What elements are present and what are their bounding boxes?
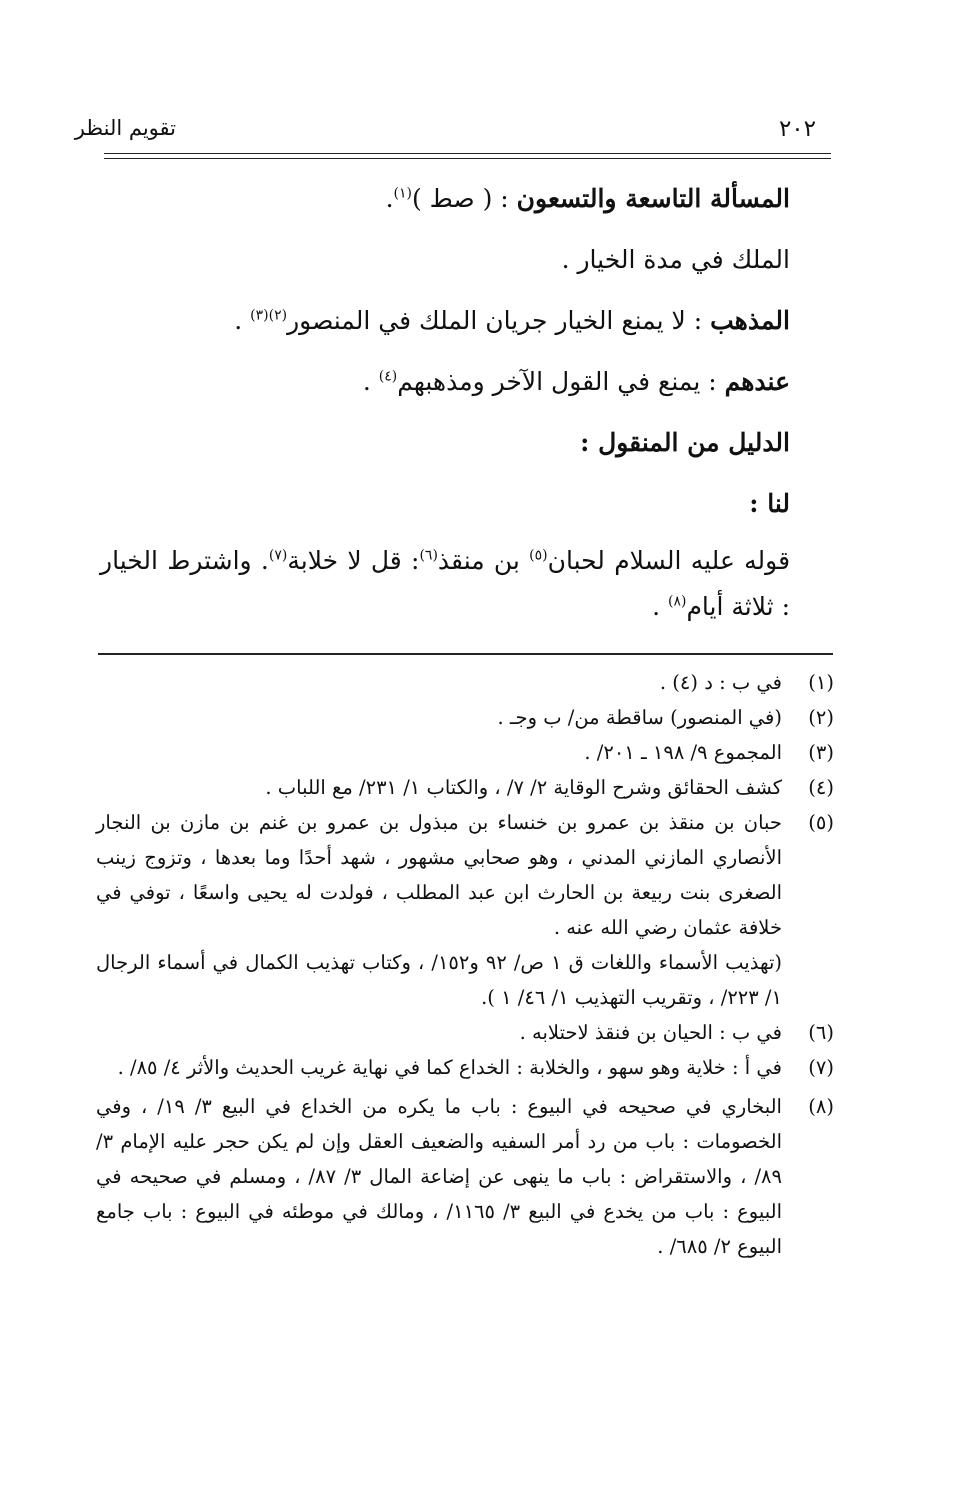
hadith-paragraph [100,538,790,630]
lana-heading-text: لنا : [749,489,790,518]
hadith-text: . واشترط الخيار : ثلاثة أيام [100,546,790,621]
footnotes [96,665,834,1264]
hadith-text: بن منقذ [437,546,530,575]
topic-line: الملك في مدة الخيار . [561,245,790,274]
hadith-text: . [652,592,661,621]
madhhab-text: : لا يمنع الخيار جريان الملك في المنصور [287,306,703,335]
footnote-ref: (٥) [529,547,548,564]
footnote [96,805,834,1015]
main-text [100,168,790,630]
issue-code: : ( صط ) [411,184,509,213]
footnote [96,735,834,770]
footnote-number: (٢) [808,706,834,729]
footnote-ref: (٢)(٣) [250,307,288,324]
issue-end: . [385,184,394,213]
footnote-number: (٧) [808,1056,834,1079]
hadith-text: : قل لا خلابة [287,546,420,575]
page-number: ٢٠٢ [778,116,816,142]
indahum-text: : يمنع في القول الآخر ومذهبهم [397,367,717,396]
footnote-text: كشف الحقائق وشرح الوقاية ٢/ ٧/ ، والكتاب ١/ ٢٣١/ مع اللباب . [265,776,782,799]
footnote-separator [98,653,833,655]
footnote [96,1089,834,1264]
footnote-number: (٦) [808,1021,834,1044]
footnote-text: في ب : د (٤) . [659,671,782,694]
header-rule-top [104,153,831,154]
footnote-text: (في المنصور) ساقطة من/ ب وجـ . [497,706,782,729]
evidence-heading [100,412,790,473]
indahum-label: عندهم [724,367,790,396]
footnote-number: (٥) [808,811,834,834]
footnote-ref: (٦) [419,547,438,564]
footnote [96,1015,834,1050]
footnote-text: في أ : خلاية وهو سهو ، والخلابة : الخداع كما في نهاية غريب الحديث والأثر ٤/ ٨٥/ . [117,1056,782,1079]
footnote-number: (٣) [808,741,834,764]
indahum-end: . [362,367,371,396]
footnote [96,1050,834,1085]
madhhab-line [100,290,790,351]
running-head-title: تقويم النظر [74,116,176,140]
footnote-ref: (٤) [378,368,398,385]
footnote-ref: (١) [393,185,412,202]
hadith-text: قوله عليه السلام لحبان [547,546,791,575]
issue-title [100,168,790,229]
indahum-line [100,351,790,412]
footnote-text: في ب : الحيان بن فنقذ لاحتلابه . [519,1021,782,1044]
footnote-number: (٤) [808,776,834,799]
issue-label: المسألة التاسعة والتسعون [516,184,790,213]
lana-heading [100,473,790,534]
footnote-text: حبان بن منقذ بن عمرو بن خنساء بن مبذول بن عمرو بن غنم بن مازن بن النجار الأنصاري المازني المدني ، وهو صحابي مشهور ، شهد أحدًا وما بعدها ، وتزوج زينب الصغرى بنت ربيعة بن الحارث ابن عبد المطلب ، فولدت له يحيى واسعًا ، توفي في خلافة عثمان رضي الله عنه . [96,811,782,939]
footnote [96,665,834,700]
evidence-heading-text: الدليل من المنقول : [580,428,790,457]
footnote-sources: (تهذيب الأسماء واللغات ق ١ ص/ ٩٢ و١٥٢/ ، وكتاب تهذيب الكمال في أسماء الرجال ١/ ٢٢٣/ ، وتقريب التهذيب ١/ ٤٦/ ١ ). [96,951,782,1009]
footnote-number: (٨) [808,1095,834,1118]
footnote-ref: (٨) [667,593,687,610]
footnote-text: المجموع ٩/ ١٩٨ ـ ٢٠١/ . [584,741,782,764]
footnote [96,770,834,805]
footnote-ref: (٧) [268,547,288,564]
madhhab-end: . [234,306,243,335]
footnote-text: البخاري في صحيحه في البيوع : باب ما يكره من الخداع في البيع ٣/ ١٩/ ، وفي الخصومات : باب من رد أمر السفيه والضعيف العقل وإن لم يكن حجر عليه الإمام ٣/ ٨٩/ ، والاستقراض : باب ما ينهى عن إضاعة المال ٣/ ٨٧/ ، ومسلم في صحيحه في البيوع : باب من يخدع في البيع ٣/ ١١٦٥/ ، ومالك في موطئه في البيوع : باب جامع البيوع ٢/ ٦٨٥/ . [96,1095,782,1258]
madhhab-label: المذهب [710,306,790,335]
header-rule-bottom [104,158,831,159]
footnote [96,700,834,735]
footnote-number: (١) [808,671,834,694]
